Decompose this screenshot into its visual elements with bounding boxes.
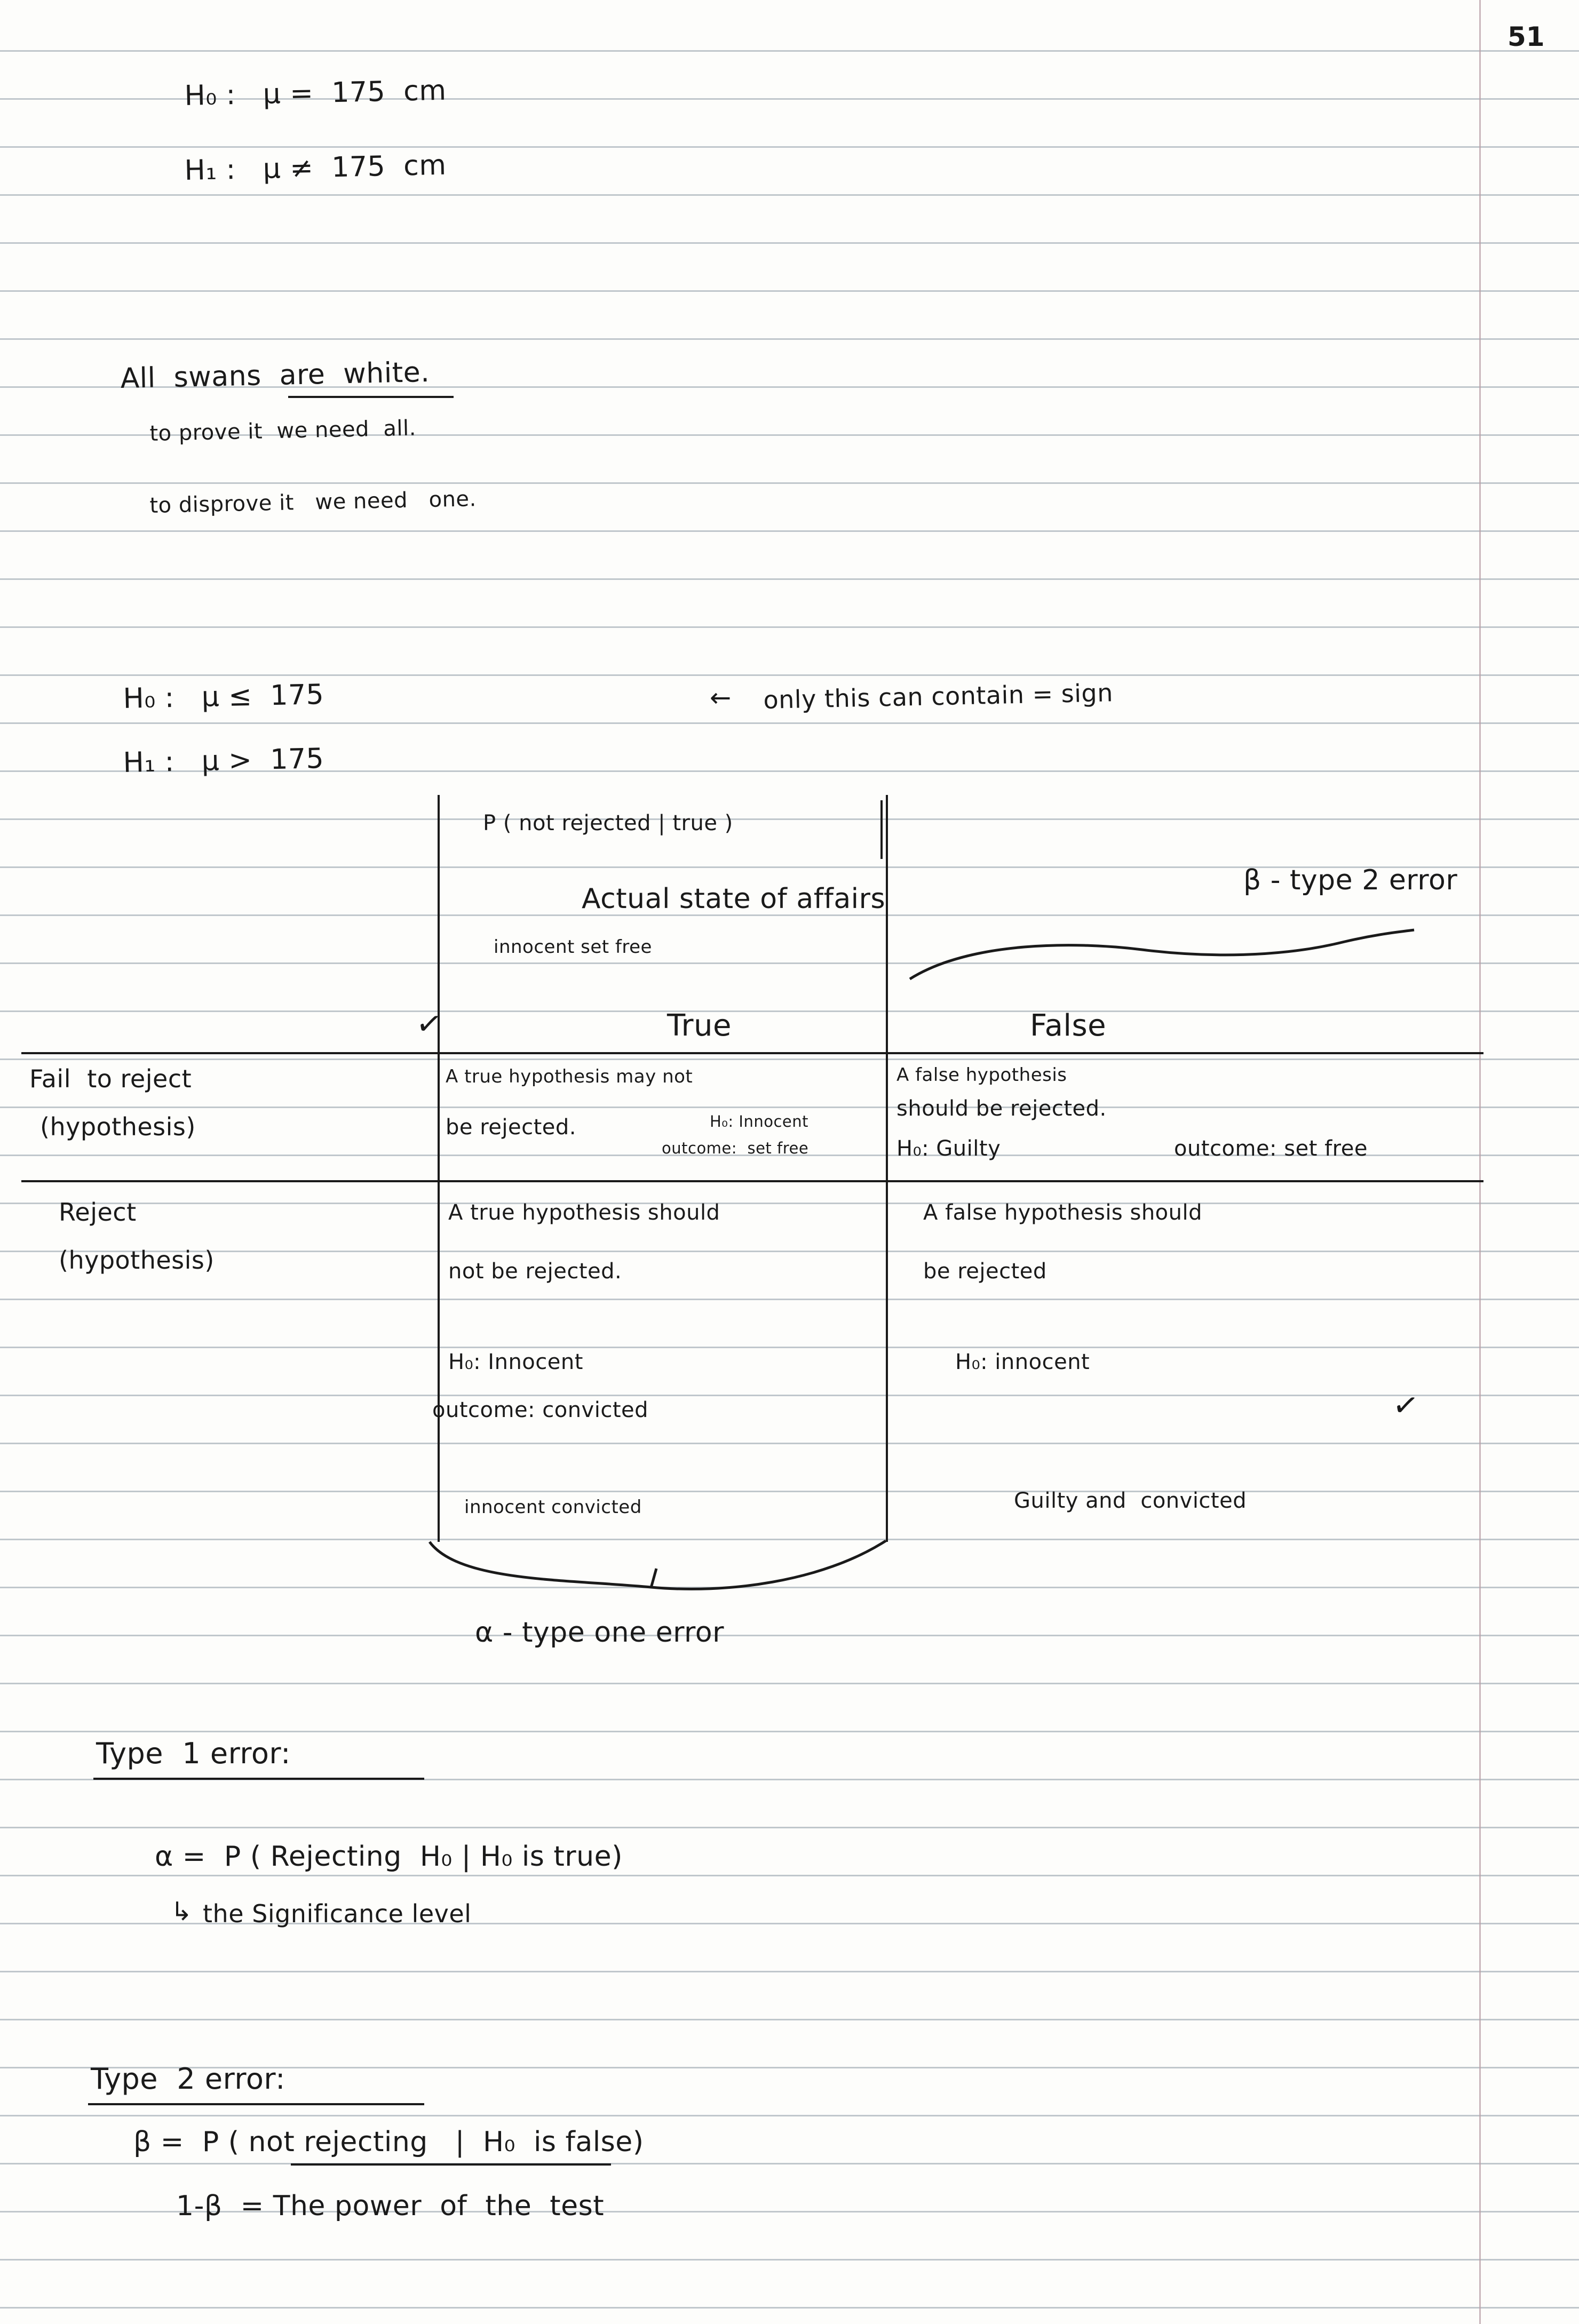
annotation-innocent-set-free: innocent set free	[494, 936, 652, 958]
cell-r1c1-line3: H₀: Innocent	[710, 1112, 809, 1131]
hypothesis-alt-1: H₁ : μ ≠ 175 cm	[184, 149, 447, 187]
swans-line-2: to prove it we need all.	[149, 416, 417, 446]
swans-line-1: All swans are white.	[120, 356, 430, 395]
hypothesis-null-2: H₀ : μ ≤ 175	[123, 679, 324, 715]
table-col-divider-left	[438, 795, 440, 1542]
cell-r1c2-line1: A false hypothesis	[896, 1064, 1067, 1086]
cell-r1c1-line4: outcome: set free	[662, 1139, 809, 1157]
alpha-type1-error-label: α - type one error	[475, 1617, 724, 1649]
type2-power: 1-β = The power of the test	[176, 2190, 605, 2222]
type1-heading: Type 1 error:	[96, 1737, 291, 1770]
row-header-fail-to-reject-sub: (hypothesis)	[40, 1112, 196, 1141]
type2-formula: β = P ( not rejecting | H₀ is false)	[133, 2126, 644, 2158]
hypothesis-null-1: H₀ : μ = 175 cm	[184, 74, 447, 112]
column-header-false: False	[1030, 1008, 1107, 1043]
type2-heading-underline	[88, 2103, 424, 2105]
table-header-title: Actual state of affairs	[582, 883, 886, 915]
footnote-innocent-convicted: innocent convicted	[464, 1497, 642, 1518]
cell-r2c2-line2: be rejected	[923, 1259, 1047, 1284]
cell-r2c2-line3: H₀: innocent	[955, 1350, 1090, 1374]
cell-r2c1-line3: H₀: Innocent	[448, 1350, 583, 1374]
cell-r2c1-line1: A true hypothesis should	[448, 1200, 720, 1225]
swans-line-3: to disprove it we need one.	[149, 487, 477, 518]
margin-line	[1479, 0, 1481, 2324]
corner-arrow-icon-1: ↳	[171, 1897, 193, 1927]
check-mark-icon-false: ✓	[1390, 1385, 1422, 1426]
swans-underline-white	[288, 396, 454, 398]
table-header-rule	[21, 1052, 1483, 1054]
cell-r1c2-line4: outcome: set free	[1174, 1136, 1368, 1161]
type2-heading: Type 2 error:	[91, 2062, 285, 2096]
left-arrow-icon: ←	[710, 683, 732, 713]
type2-formula-underline	[291, 2163, 611, 2166]
cell-r1c2-line2: should be rejected.	[896, 1096, 1107, 1121]
row-header-reject-sub: (hypothesis)	[59, 1246, 215, 1275]
cell-r1c1-line2: be rejected.	[446, 1115, 577, 1140]
table-col-divider-mid	[886, 795, 888, 1542]
equals-sign-note: only this can contain = sign	[763, 678, 1114, 714]
check-mark-icon-true: ✓	[414, 1004, 445, 1044]
page-number: 51	[1507, 21, 1545, 52]
hypothesis-alt-2: H₁ : μ > 175	[123, 743, 324, 779]
type1-heading-underline	[93, 1778, 424, 1780]
type1-formula: α = P ( Rejecting H₀ | H₀ is true)	[155, 1841, 623, 1873]
table-row-divider	[21, 1180, 1483, 1182]
row-header-fail-to-reject: Fail to reject	[29, 1064, 192, 1093]
beta-type2-error-label: β - type 2 error	[1243, 864, 1458, 896]
beta-brace	[907, 926, 1419, 984]
probability-note: P ( not rejected | true )	[483, 811, 733, 835]
cell-r2c1-line4: outcome: convicted	[432, 1398, 649, 1422]
cell-r2c2-line1: A false hypothesis should	[923, 1200, 1203, 1225]
column-header-true: True	[667, 1008, 732, 1043]
type1-significance-note: the Significance level	[203, 1899, 472, 1928]
footnote-guilty-convicted: Guilty and convicted	[1014, 1489, 1247, 1513]
cell-r1c1-line1: A true hypothesis may not	[446, 1066, 693, 1087]
cell-r1c2-line3: H₀: Guilty	[896, 1136, 1001, 1161]
prob-note-divider	[880, 800, 883, 859]
cell-r2c1-line2: not be rejected.	[448, 1259, 622, 1284]
row-header-reject: Reject	[59, 1198, 137, 1227]
alpha-brace	[427, 1537, 907, 1601]
